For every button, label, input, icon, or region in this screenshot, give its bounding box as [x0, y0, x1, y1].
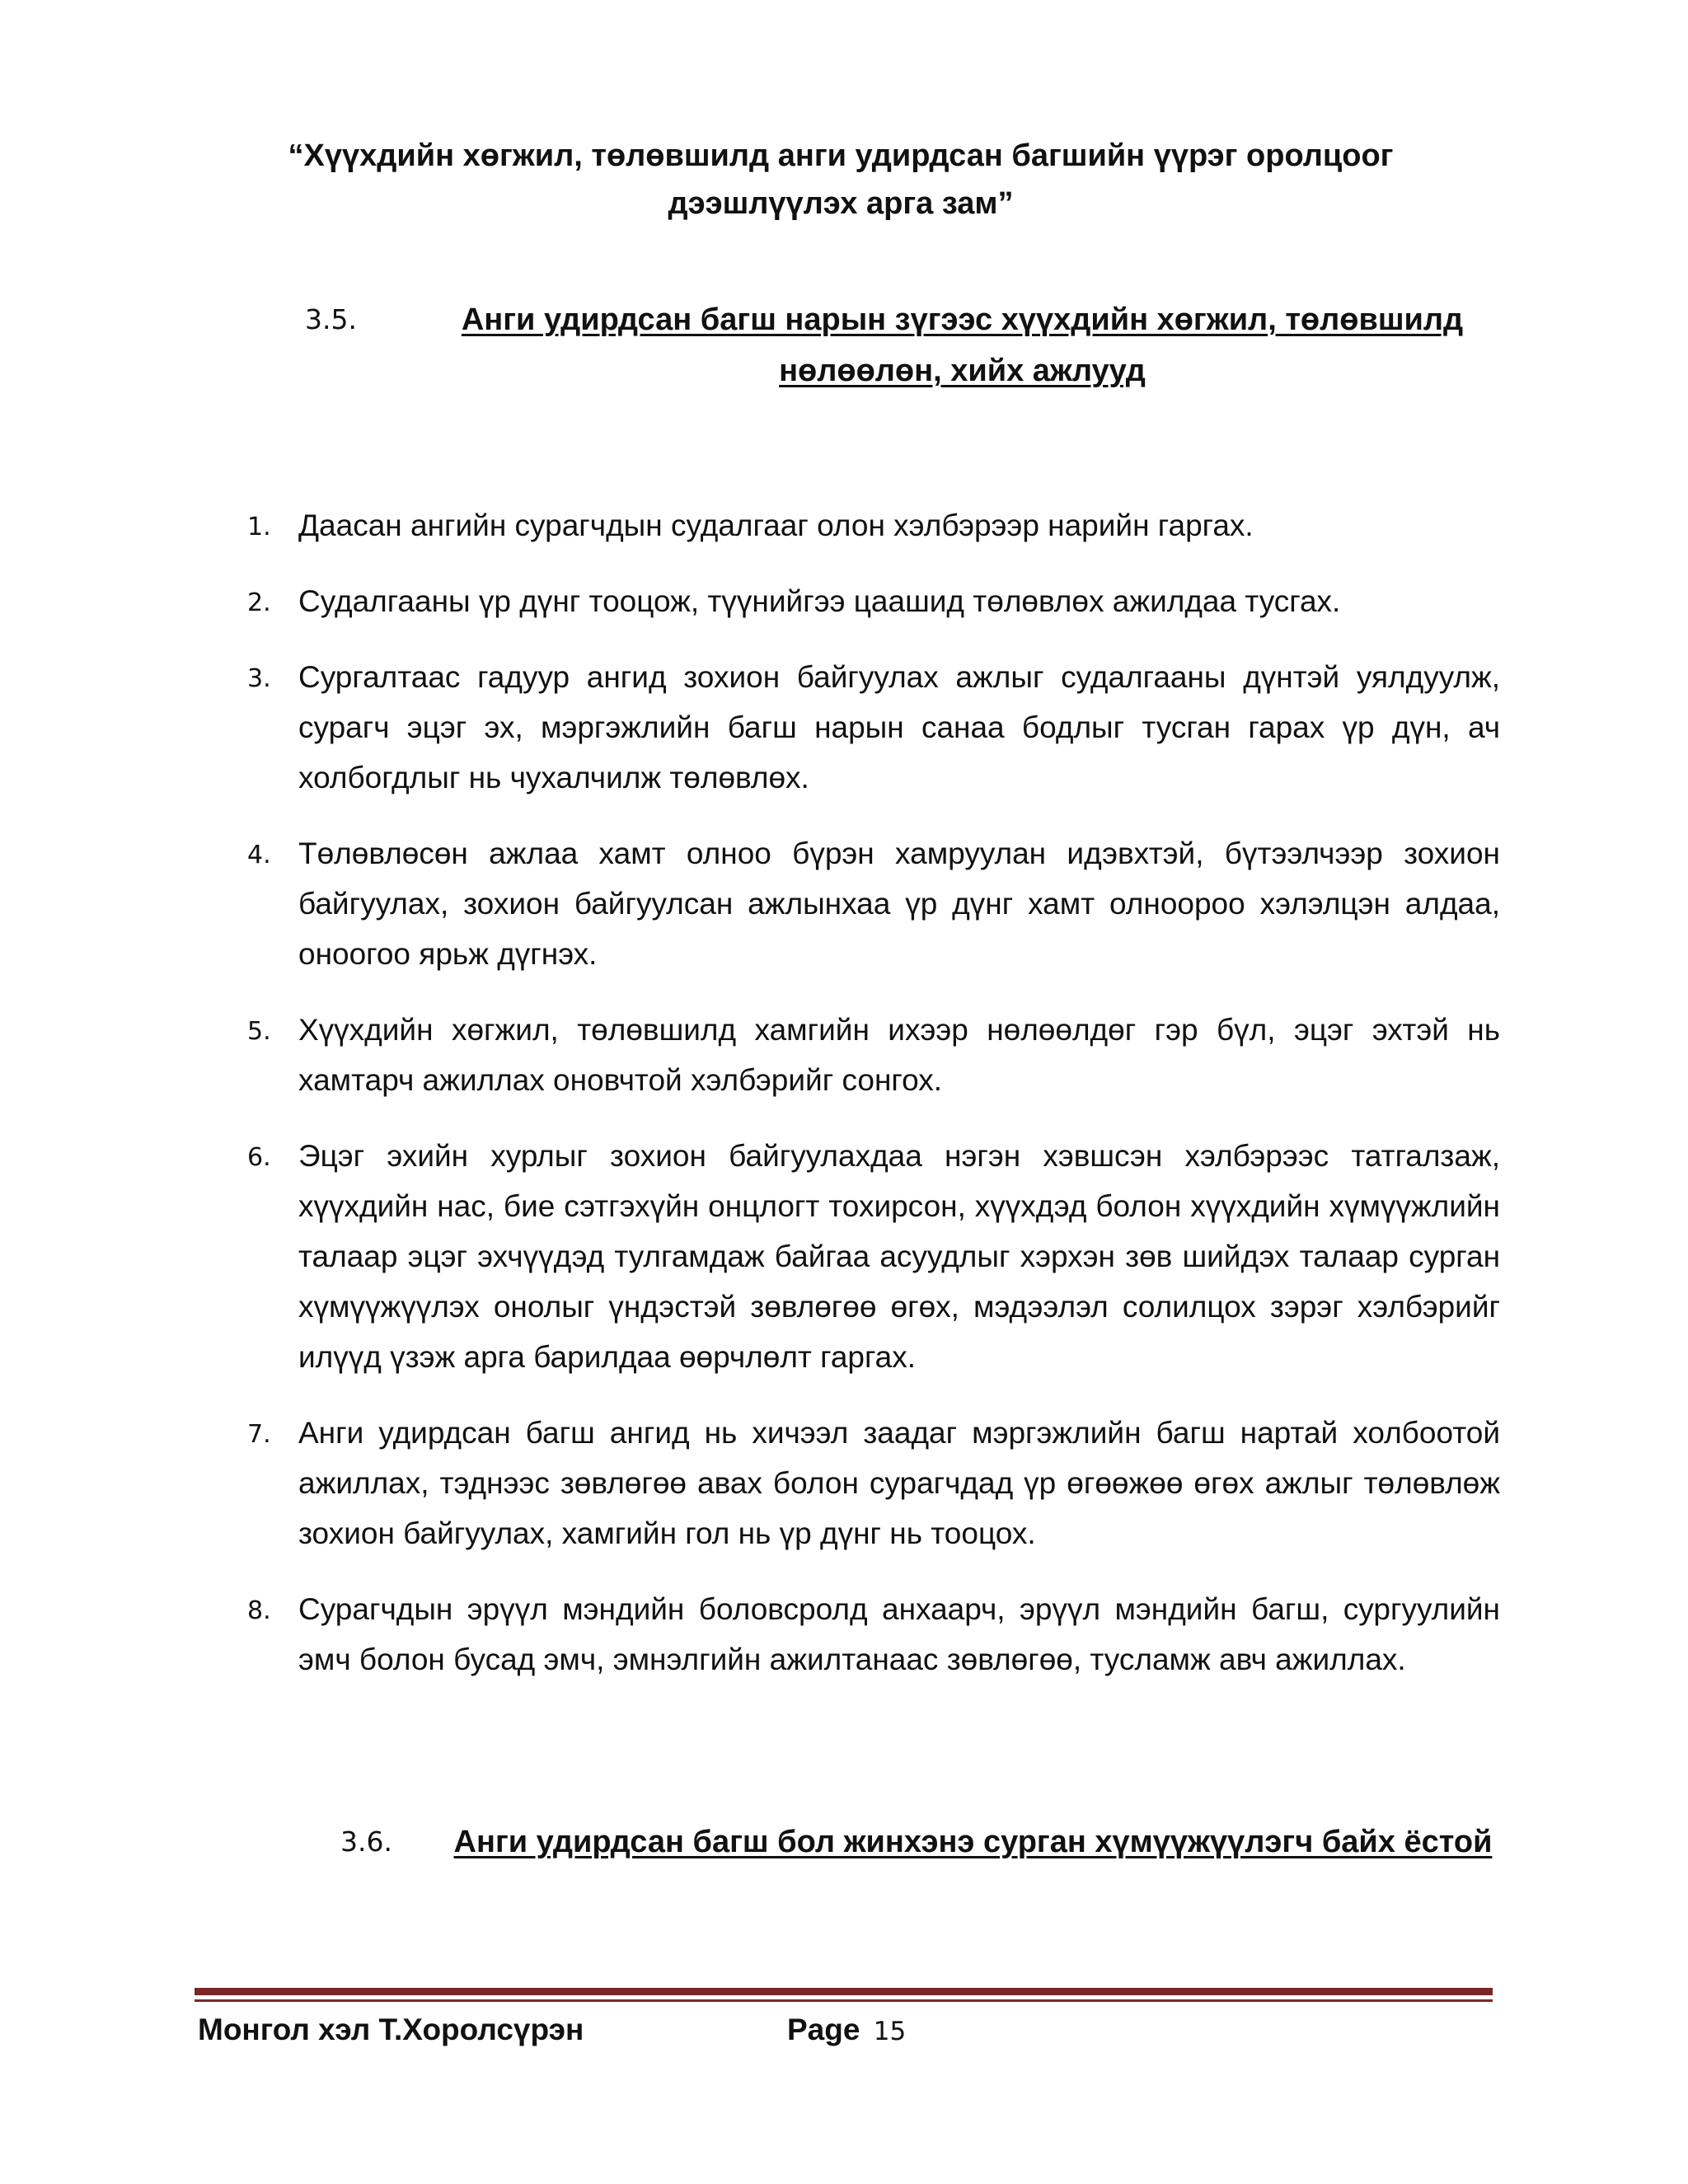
list-item — [247, 1584, 1500, 1685]
footer-divider-thick — [195, 1988, 1493, 1995]
page-number: 15 — [873, 2017, 907, 2046]
section-title: Анги удирдсан багш нарын зүгээс хүүхдийн хөгжил, төлөвшилд нөлөөлөн, хийх ажлууд — [461, 302, 1464, 388]
list-item-text: Сурагчдын эрүүл мэндийн боловсролд анхаарч, эрүүл мэндийн багш, сургуулийн эмч болон бусад эмч, эмнэлгийн ажилтанаас зөвлөгөө, тусламж авч ажиллах. — [298, 1592, 1500, 1676]
section-number: 3.5. — [305, 303, 357, 335]
list-item — [247, 576, 1500, 626]
list-item-number: 2. — [247, 588, 271, 617]
list-item-text: Судалгааны үр дүнг тооцож, түүнийгээ цаашид төлөвлөх ажилдаа тусгах. — [298, 584, 1341, 618]
section-number: 3.6. — [340, 1825, 392, 1858]
list-item — [247, 1005, 1500, 1105]
footer-divider-thin — [195, 1999, 1493, 2002]
list-item-text: Анги удирдсан багш ангид нь хичээл заадаг мэргэжлийн багш нартай холбоотой ажиллах, тэднээс зөвлөгөө авах болон сурагчдад үр өгөөжөө өгөх ажлыг төлөвлөж зохион байгуулах, хамгийн гол нь үр дүнг нь тооцох. — [298, 1416, 1500, 1550]
list-item-text: Эцэг эхийн хурлыг зохион байгуулахдаа нэгэн хэвшсэн хэлбэрээс татгалзаж, хүүхдийн нас, бие сэтгэхүйн онцлогт тохирсон, хүүхдэд болон хүүхдийн хүмүүжлийн талаар эцэг эхчүүдэд тулгамдаж байгаа асуудлыг хэрхэн зөв шийдэх талаар сурган хүмүүжүүлэх онолыг үндэстэй зөвлөгөө өгөх, мэдээлэл солилцох зэрэг хэлбэрийг илүүд үзэж арга барилдаа өөрчлөлт гаргах. — [298, 1139, 1500, 1374]
list-item — [247, 500, 1500, 551]
list-item — [247, 828, 1500, 979]
list-item-number: 3. — [247, 664, 271, 693]
list-item-text: Хүүхдийн хөгжил, төлөвшилд хамгийн ихээр нөлөөлдөг гэр бүл, эцэг эхтэй нь хамтарч ажиллах оновчтой хэлбэрийг сонгох. — [298, 1013, 1500, 1097]
footer-author: Монгол хэл Т.Хоролсүрэн — [198, 2013, 584, 2046]
numbered-list — [247, 500, 1500, 1710]
list-item-number: 4. — [247, 841, 271, 869]
list-item — [247, 1408, 1500, 1558]
list-item-number: 6. — [247, 1143, 271, 1172]
document-title — [206, 132, 1475, 227]
list-item-text: Даасан ангийн сурагчдын судалгааг олон хэлбэрээр нарийн гаргах. — [298, 509, 1254, 542]
list-item-number: 5. — [247, 1017, 271, 1046]
document-title-line-2: дээшлүүлэх арга зам” — [668, 186, 1014, 221]
section-heading-3-5 — [305, 294, 1517, 396]
document-title-line-1: “Хүүхдийн хөгжил, төлөвшилд анги удирдсан багшийн үүрэг оролцоог — [288, 138, 1394, 173]
list-item-number: 8. — [247, 1596, 271, 1625]
list-item-number: 1. — [247, 513, 271, 541]
list-item — [247, 652, 1500, 803]
footer-page-indicator — [787, 2013, 906, 2047]
section-title: Анги удирдсан багш бол жинхэнэ сурган хүмүүжүүлэгч байх ёстой — [453, 1825, 1493, 1859]
list-item-number: 7. — [247, 1420, 271, 1449]
page-label: Page — [787, 2013, 860, 2046]
section-heading-3-6 — [340, 1816, 1503, 1868]
list-item-text: Төлөвлөсөн ажлаа хамт олноо бүрэн хамруулан идэвхтэй, бүтээлчээр зохион байгуулах, зохион байгуулсан ажлынхаа үр дүнг хамт олноороо хэлэлцэн алдаа, оноогоо ярьж дүгнэх. — [298, 837, 1500, 971]
list-item-text: Сургалтаас гадуур ангид зохион байгуулах ажлыг судалгааны дүнтэй уялдуулж, сурагч эцэг эх, мэргэжлийн багш нарын санаа бодлыг тусган гарах үр дүн, ач холбогдлыг нь чухалчилж төлөвлөх. — [298, 660, 1500, 794]
list-item — [247, 1131, 1500, 1382]
